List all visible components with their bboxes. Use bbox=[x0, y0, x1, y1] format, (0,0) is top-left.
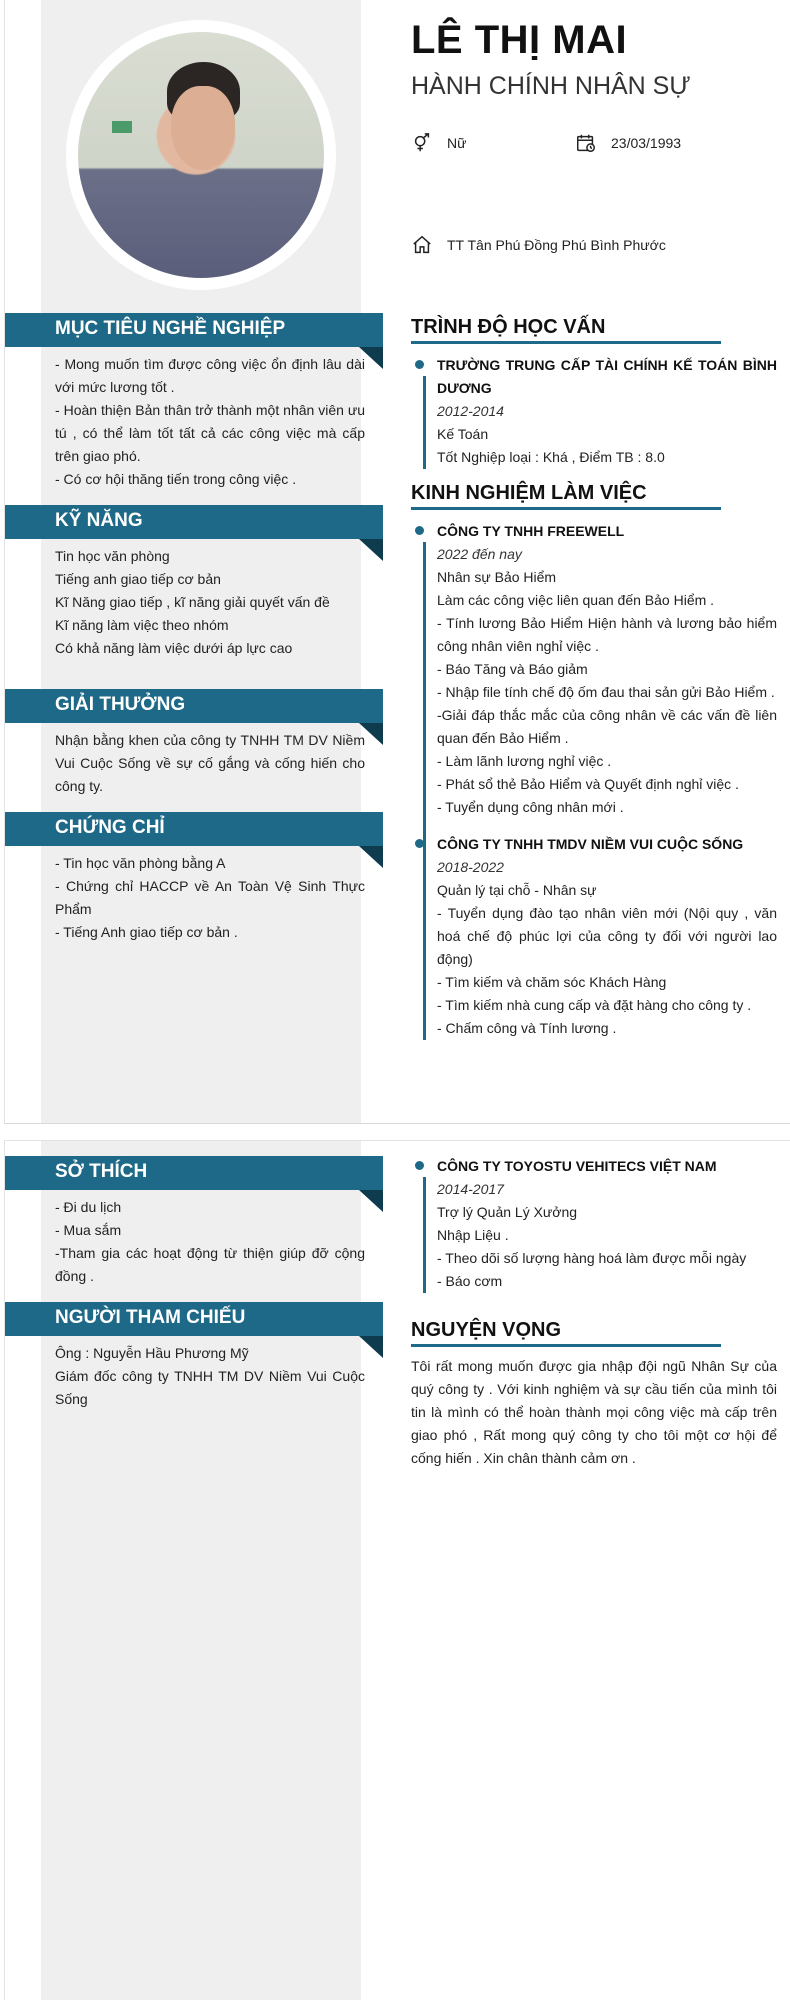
section-heading: CHỨNG CHỈ bbox=[5, 812, 383, 846]
experience-entry bbox=[437, 520, 777, 819]
gender-info bbox=[411, 132, 466, 154]
text-line: - Có cơ hội thăng tiến trong công việc . bbox=[55, 471, 297, 487]
text-line: - Làm lãnh lương nghỉ việc . bbox=[437, 753, 612, 769]
section-heading: TRÌNH ĐỘ HỌC VẤN bbox=[411, 316, 721, 344]
text-line: Quản lý tại chỗ - Nhân sự bbox=[437, 882, 597, 898]
education-entry bbox=[437, 354, 777, 469]
text-line: - Báo cơm bbox=[437, 1273, 503, 1289]
gender-text: Nữ bbox=[447, 135, 467, 151]
section-heading: SỞ THÍCH bbox=[5, 1156, 383, 1190]
dob-info bbox=[575, 132, 681, 154]
aspiration-text: Tôi rất mong muốn được gia nhập đội ngũ Nhân Sự của quý công ty . Với kinh nghiệm và sự cầu tiến của mình tôi tin là mình có thể hoàn thành mọi công việc mà cấp trên giao phó , Rất mong quý công ty cho tôi một cơ hội để cống hiến . Xin chân thành cảm ơn . bbox=[411, 1358, 777, 1466]
text-line: Nhân sự Bảo Hiểm bbox=[437, 569, 557, 585]
dob-text: 23/03/1993 bbox=[611, 135, 682, 151]
education-section bbox=[411, 316, 777, 483]
text-line: - Đi du lịch bbox=[55, 1199, 122, 1215]
text-line: Kĩ Năng giao tiếp , kĩ năng giải quyết vấn đề bbox=[55, 594, 330, 610]
text-line: Nhận bằng khen của công ty TNHH TM DV Niềm Vui Cuộc Sống về sự cố gắng và cống hiến cho công ty. bbox=[55, 732, 365, 794]
section-heading: KỸ NĂNG bbox=[5, 505, 383, 539]
photo-face bbox=[171, 86, 235, 170]
exit-sign bbox=[112, 121, 132, 133]
avatar bbox=[66, 20, 336, 290]
text-line: - Mua sắm bbox=[55, 1222, 122, 1238]
certificates-section bbox=[5, 812, 385, 944]
experience-entry bbox=[437, 1155, 777, 1293]
company-name: CÔNG TY TNHH FREEWELL bbox=[437, 523, 625, 539]
text-line: Trợ lý Quản Lý Xưởng bbox=[437, 1204, 578, 1220]
text-line: Ông : Nguyễn Hầu Phương Mỹ bbox=[55, 1345, 249, 1361]
text-line: - Tin học văn phòng bằng A bbox=[55, 855, 226, 871]
aspiration-section bbox=[411, 1319, 777, 1470]
text-line: -Tham gia các hoạt động từ thiện giúp đỡ cộng đồng . bbox=[55, 1245, 365, 1284]
text-line: Tốt Nghiệp loại : Khá , Điểm TB : 8.0 bbox=[437, 449, 665, 465]
experience-section bbox=[411, 482, 777, 1054]
period: 2018-2022 bbox=[437, 859, 504, 875]
text-line: Kĩ năng làm việc theo nhóm bbox=[55, 617, 229, 633]
experience-continued bbox=[411, 1145, 777, 1307]
text-line: - Hoàn thiện Bản thân trở thành một nhân viên ưu tú , có thể làm tốt tất cả các công việc mà cấp trên giao phó. bbox=[55, 402, 365, 464]
references-section bbox=[5, 1302, 385, 1411]
text-line: - Chứng chỉ HACCP về An Toàn Vệ Sinh Thực Phẩm bbox=[55, 878, 365, 917]
text-line: - Tuyển dụng đào tạo nhân viên mới (Nội quy , văn hoá chế độ phúc lợi của công ty đối với người lao động) bbox=[437, 905, 777, 967]
cv-page-2 bbox=[4, 1140, 790, 2000]
text-line: -Giải đáp thắc mắc của công nhân về các vấn đề liên quan đến Bảo Hiểm . bbox=[437, 707, 777, 746]
period: 2022 đến nay bbox=[437, 546, 522, 562]
section-heading: NGƯỜI THAM CHIẾU bbox=[5, 1302, 383, 1336]
period: 2014-2017 bbox=[437, 1181, 504, 1197]
period: 2012-2014 bbox=[437, 403, 504, 419]
text-line: - Báo Tăng và Báo giảm bbox=[437, 661, 588, 677]
skills-section bbox=[5, 505, 385, 660]
text-line: Tiếng anh giao tiếp cơ bản bbox=[55, 571, 221, 587]
text-line: - Phát sổ thẻ Bảo Hiểm và Quyết định nghỉ việc . bbox=[437, 776, 739, 792]
calendar-icon bbox=[575, 132, 597, 154]
full-name: LÊ THỊ MAI bbox=[411, 18, 628, 62]
text-line: - Tiếng Anh giao tiếp cơ bản . bbox=[55, 924, 238, 940]
text-line: - Mong muốn tìm được công việc ổn định lâu dài với mức lương tốt . bbox=[55, 356, 365, 395]
address-text: TT Tân Phú Đồng Phú Bình Phước bbox=[447, 237, 666, 253]
text-line: - Tuyển dụng công nhân mới . bbox=[437, 799, 624, 815]
text-line: Làm các công việc liên quan đến Bảo Hiểm . bbox=[437, 592, 715, 608]
text-line: Giám đốc công ty TNHH TM DV Niềm Vui Cuộc Sống bbox=[55, 1368, 365, 1407]
home-icon bbox=[411, 234, 433, 256]
section-heading: KINH NGHIỆM LÀM VIỆC bbox=[411, 482, 721, 510]
text-line: - Theo dõi số lượng hàng hoá làm được mỗi ngày bbox=[437, 1250, 747, 1266]
school-name: TRƯỜNG TRUNG CẤP TÀI CHÍNH KẾ TOÁN BÌNH DƯƠNG bbox=[437, 357, 777, 396]
text-line: - Tìm kiếm và chăm sóc Khách Hàng bbox=[437, 974, 667, 990]
text-line: Kế Toán bbox=[437, 426, 489, 442]
awards-section bbox=[5, 689, 385, 798]
profile-photo bbox=[78, 32, 324, 278]
text-line: - Chấm công và Tính lương . bbox=[437, 1020, 617, 1036]
career-goal-section bbox=[5, 313, 385, 491]
company-name: CÔNG TY TOYOSTU VEHITECS VIỆT NAM bbox=[437, 1158, 717, 1174]
experience-entry bbox=[437, 833, 777, 1040]
section-heading: GIẢI THƯỞNG bbox=[5, 689, 383, 723]
text-line: - Tìm kiếm nhà cung cấp và đặt hàng cho công ty . bbox=[437, 997, 752, 1013]
text-line: Nhập Liệu . bbox=[437, 1227, 509, 1243]
gender-icon bbox=[411, 132, 433, 154]
text-line: - Tính lương Bảo Hiểm Hiện hành và lương bảo hiểm công nhân viên nghỉ việc . bbox=[437, 615, 777, 654]
text-line: Tin học văn phòng bbox=[55, 548, 170, 564]
job-title: HÀNH CHÍNH NHÂN SỰ bbox=[411, 72, 691, 100]
address-info bbox=[411, 234, 666, 256]
text-line: Có khả năng làm việc dưới áp lực cao bbox=[55, 640, 293, 656]
section-heading: MỤC TIÊU NGHỀ NGHIỆP bbox=[5, 313, 383, 347]
section-heading: NGUYỆN VỌNG bbox=[411, 1319, 721, 1347]
text-line: - Nhập file tính chế độ ốm đau thai sản gửi Bảo Hiểm . bbox=[437, 684, 775, 700]
company-name: CÔNG TY TNHH TMDV NIỀM VUI CUỘC SỐNG bbox=[437, 836, 744, 852]
cv-page-1 bbox=[4, 0, 790, 1124]
hobbies-section bbox=[5, 1156, 385, 1288]
